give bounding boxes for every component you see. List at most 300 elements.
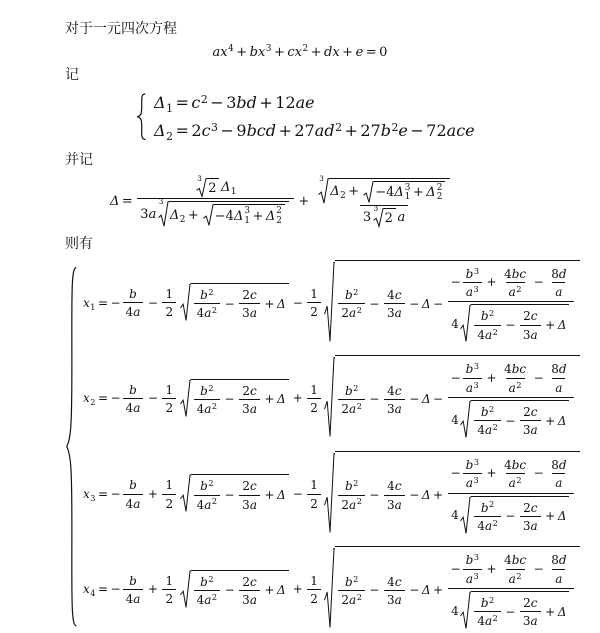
math-number: 4 (387, 288, 395, 303)
math-variable: Δ (277, 392, 286, 407)
math-numerator (239, 286, 259, 303)
math-subscript (166, 102, 173, 115)
math-denominator (463, 569, 482, 587)
math-operator: + (342, 44, 354, 60)
math-subscript (437, 193, 443, 202)
math-variable: c (530, 596, 538, 611)
math-number: 2 (341, 593, 350, 608)
math-denominator (520, 516, 541, 534)
math-number: 2 (242, 288, 251, 303)
math-superscript (266, 44, 272, 55)
math-numerator (548, 551, 569, 568)
math-number: 2 (489, 308, 495, 319)
math-variable: a (397, 210, 406, 226)
math-variable: Δ (265, 208, 276, 224)
math-numerator (126, 381, 140, 398)
math-script-stack (437, 184, 443, 203)
math-operator: + (486, 466, 497, 481)
math-numerator (478, 307, 497, 324)
math-radical (324, 546, 579, 633)
math-denominator (123, 302, 144, 320)
math-variable: ad (314, 121, 335, 141)
math-operator: − (409, 583, 420, 598)
math-operator: + (545, 413, 556, 428)
math-fraction (548, 456, 569, 492)
math-numerator (342, 477, 361, 494)
then-label: 则有 (65, 235, 93, 252)
math-denominator (448, 588, 574, 632)
math-numerator (314, 173, 455, 206)
math-subscripted (83, 391, 96, 408)
math-subscript (166, 130, 173, 143)
radical-sign-icon (460, 591, 471, 631)
math-fraction (314, 173, 455, 229)
math-number: 4 (477, 327, 485, 342)
math-number: 8 (551, 362, 559, 377)
math-variable: b (129, 287, 137, 302)
math-subscripted (170, 208, 186, 224)
math-denominator (307, 398, 321, 416)
math-superscript (405, 184, 411, 193)
math-superscript (201, 93, 208, 106)
math-operator: + (545, 604, 556, 619)
math-number: 2 (353, 478, 359, 489)
math-number: 2 (276, 206, 282, 217)
math-fraction (463, 456, 482, 492)
math-variable: e (398, 121, 408, 141)
math-variable: a (555, 476, 563, 491)
math-variable: a (508, 285, 516, 300)
math-superscript (474, 572, 479, 582)
math-numerator (448, 549, 575, 588)
math-operator: − (433, 296, 444, 311)
math-operator: − (292, 295, 303, 310)
math-fraction (448, 454, 575, 537)
math-numerator (162, 476, 176, 493)
math-script-stack (276, 207, 282, 226)
math-number: 4 (90, 588, 96, 599)
math-fraction (194, 382, 221, 418)
math-number: 2 (523, 309, 531, 324)
math-operator: + (264, 487, 275, 502)
radical-sign-icon (324, 355, 335, 442)
math-variable: c (250, 574, 257, 589)
math-power (200, 575, 213, 589)
math-superscript (353, 479, 358, 489)
math-run (126, 401, 141, 415)
math-radicand (471, 591, 569, 631)
math-subscript (90, 589, 95, 599)
math-number: 2 (276, 215, 282, 226)
math-variable: b (129, 382, 137, 397)
math-fraction (338, 477, 365, 513)
math-number: 9 (236, 121, 247, 141)
denote-label: 记 (65, 67, 79, 84)
math-root-index: 3 (319, 173, 324, 183)
radical-sign-icon (324, 451, 335, 538)
math-operator: + (433, 487, 444, 502)
math-fraction (194, 286, 221, 322)
math-power (509, 285, 522, 299)
equation-line (83, 546, 581, 633)
math-number: 1 (165, 382, 174, 397)
math-denominator (123, 398, 144, 416)
math-denominator (474, 420, 501, 438)
math-variable: a (133, 496, 141, 511)
math-operator: + (252, 208, 264, 224)
math-variable: a (484, 423, 493, 438)
math-variable: b (200, 383, 208, 398)
math-fraction (501, 456, 529, 492)
math-numerator (307, 572, 321, 589)
math-superscript (228, 44, 234, 55)
math-numerator (384, 382, 404, 399)
math-superscript (357, 306, 362, 316)
math-fraction (384, 477, 405, 513)
math-radical (363, 181, 445, 204)
math-number: 3 (244, 206, 250, 217)
math-operator: − (505, 318, 516, 333)
math-power (509, 476, 522, 490)
math-variable: b (344, 574, 353, 589)
math-number: 2 (341, 306, 350, 321)
math-variable: Δ (169, 207, 180, 223)
math-radicand (335, 546, 579, 633)
math-operator: + (310, 44, 322, 60)
math-variable: Δ (557, 509, 567, 524)
math-row (451, 591, 571, 631)
math-operator: − (505, 509, 516, 524)
math-number: 3 (473, 265, 480, 276)
radical-sign-icon (180, 570, 191, 610)
math-numerator (520, 594, 540, 611)
delta-formula (110, 173, 600, 229)
math-numerator (478, 403, 497, 420)
math-radical (180, 379, 289, 419)
math-superscript (302, 44, 308, 55)
math-number: 3 (404, 182, 411, 193)
math-operator: + (412, 185, 424, 201)
math-numerator (126, 572, 140, 589)
math-row (451, 551, 572, 587)
math-subscripted (154, 121, 173, 144)
math-fraction (123, 285, 144, 321)
math-operator: − (410, 121, 424, 141)
math-radicand (207, 178, 219, 198)
math-number: 2 (211, 496, 218, 507)
math-run (242, 575, 256, 589)
math-number: 2 (516, 570, 522, 581)
math-variable: a (508, 571, 516, 586)
math-variable: Δ (557, 413, 567, 428)
math-operator: + (344, 121, 358, 141)
math-superscript (474, 381, 479, 391)
math-numerator (239, 573, 259, 590)
math-variable: bc (511, 362, 527, 377)
math-row (195, 173, 237, 198)
math-superscript (474, 285, 479, 295)
math-radical (158, 197, 290, 228)
math-variable: a (465, 571, 474, 586)
math-fraction (137, 173, 294, 229)
math-number: 2 (489, 403, 495, 414)
math-unary-operator: − (450, 562, 461, 576)
math-denominator (239, 399, 260, 417)
math-power (466, 458, 479, 472)
math-denominator (552, 378, 565, 396)
math-superscript (489, 500, 494, 510)
math-subscripted (154, 93, 173, 115)
math-run (523, 328, 538, 342)
math-sub-superscripted (426, 184, 442, 203)
math-number: 1 (310, 478, 318, 493)
math-radical (203, 204, 285, 227)
math-number: 4 (125, 400, 134, 415)
math-sub-superscripted (234, 207, 250, 226)
math-radical (180, 283, 289, 323)
math-number: 4 (477, 518, 485, 533)
math-number: 2 (523, 404, 531, 419)
math-variable: Δ (154, 121, 166, 141)
math-variable: b (200, 479, 208, 494)
math-number: 3 (386, 401, 395, 416)
math-number: 4 (125, 592, 134, 607)
math-number: 3 (242, 593, 250, 608)
math-number: 4 (387, 574, 395, 589)
math-operator: + (292, 391, 303, 406)
math-power (466, 381, 479, 395)
math-denominator (239, 495, 260, 513)
math-sub-superscripted (394, 184, 410, 203)
math-numerator (478, 499, 497, 516)
math-number: 2 (341, 497, 350, 512)
math-row (451, 496, 571, 536)
math-number: 3 (473, 379, 479, 390)
math-root-index: 3 (197, 173, 202, 183)
math-number: 2 (310, 592, 318, 607)
math-run (523, 519, 538, 533)
math-fraction (338, 382, 365, 418)
math-variable: a (555, 285, 563, 300)
math-run (197, 593, 212, 607)
math-number: 4 (504, 362, 512, 377)
math-variable: b (200, 574, 208, 589)
math-unary-operator: − (110, 295, 121, 310)
equation-line (83, 260, 581, 347)
math-number: 3 (362, 210, 372, 226)
math-run (126, 592, 141, 606)
math-number: 1 (404, 192, 411, 203)
math-power (200, 288, 213, 302)
math-run (523, 309, 537, 323)
math-numerator (197, 477, 216, 494)
math-denominator (162, 589, 176, 607)
math-variable: Δ (154, 93, 166, 113)
math-number: 2 (310, 496, 318, 511)
math-number: 2 (90, 397, 96, 408)
math-power (250, 45, 272, 61)
math-denominator (123, 589, 144, 607)
radical-sign-icon (203, 204, 214, 227)
math-number: 2 (166, 130, 173, 144)
math-superscript (474, 458, 479, 468)
math-power (466, 362, 479, 376)
math-variable: a (508, 476, 516, 491)
math-radical (460, 496, 569, 536)
math-numerator (307, 476, 321, 493)
math-operator: + (486, 562, 497, 576)
math-radical (460, 591, 569, 631)
math-run (242, 384, 256, 398)
math-run (191, 121, 210, 140)
math-number: 4 (387, 383, 395, 398)
math-operator: − (224, 296, 235, 311)
math-denominator (239, 303, 260, 321)
math-operator: = (175, 93, 189, 113)
math-variable: a (349, 401, 357, 416)
math-numerator (463, 551, 482, 568)
math-denominator (338, 590, 365, 608)
math-row (472, 594, 566, 630)
math-superscript (516, 476, 521, 486)
math-operator: − (505, 413, 516, 428)
math-number: 0 (379, 44, 388, 60)
math-row (451, 456, 572, 492)
math-superscript (353, 384, 358, 394)
math-row (110, 173, 456, 229)
math-numerator (478, 594, 497, 611)
math-variable: b (465, 266, 474, 281)
math-radical (324, 451, 579, 538)
math-power (466, 572, 479, 586)
radical-sign-icon (460, 496, 471, 536)
math-number: 2 (208, 573, 214, 584)
math-radical (196, 173, 219, 198)
math-variable: a (133, 305, 141, 320)
math-variable: b (465, 457, 474, 472)
math-run (523, 501, 537, 515)
math-numerator (520, 403, 540, 420)
math-variable: c (530, 404, 538, 419)
math-row (451, 304, 571, 344)
math-run (523, 423, 538, 437)
math-operator: − (533, 466, 544, 481)
math-variable: a (530, 518, 538, 533)
math-run (477, 519, 492, 533)
math-radical (373, 204, 396, 228)
solutions-system (64, 260, 600, 633)
math-variable: c (394, 288, 402, 303)
math-fraction (384, 382, 405, 418)
math-operator: − (533, 370, 544, 385)
math-row (362, 204, 406, 228)
math-operator: + (187, 207, 199, 223)
math-run (551, 553, 566, 567)
math-operator: + (264, 392, 275, 407)
math-power (481, 309, 494, 323)
math-variable: a (484, 327, 493, 342)
math-variable: b (480, 309, 489, 324)
math-variable: a (204, 306, 212, 321)
math-variable: a (555, 380, 563, 395)
math-power (197, 498, 218, 512)
math-variable: cx (287, 44, 302, 60)
math-radical (324, 260, 579, 347)
math-run (387, 479, 401, 493)
math-numerator (501, 551, 529, 568)
quartic-equation (0, 45, 600, 61)
math-fraction (307, 381, 321, 417)
delta-definition-lines (154, 92, 475, 144)
math-radicand (471, 496, 569, 536)
math-variable: Δ (233, 208, 244, 224)
math-radicand (191, 570, 289, 610)
math-number: 2 (242, 383, 251, 398)
math-variable: x (83, 391, 90, 406)
equation-line (83, 355, 581, 442)
math-number: 4 (451, 603, 459, 618)
math-row (83, 355, 581, 442)
math-fraction (501, 551, 529, 587)
math-run (242, 402, 257, 416)
math-power (345, 575, 358, 589)
math-operator: − (533, 562, 544, 576)
math-run (341, 498, 356, 512)
math-variable: ae (295, 93, 315, 113)
math-denominator (552, 282, 565, 300)
math-operator: − (224, 487, 235, 502)
math-variable: c (201, 121, 211, 141)
math-root-index: 3 (158, 197, 164, 207)
math-number: 2 (211, 305, 218, 316)
math-number: 2 (492, 326, 498, 337)
math-superscript (353, 575, 358, 585)
math-number: 2 (341, 401, 350, 416)
math-fraction (448, 358, 575, 441)
math-radicand (384, 208, 396, 228)
math-number: 2 (516, 379, 522, 390)
math-number: 8 (551, 266, 559, 281)
math-power (345, 479, 358, 493)
math-variable: a (349, 593, 357, 608)
math-power (477, 519, 498, 533)
math-number: 2 (436, 182, 443, 193)
math-power (213, 45, 234, 61)
math-operator: − (224, 392, 235, 407)
math-fraction (548, 360, 569, 396)
math-number: 3 (90, 492, 96, 503)
math-numerator (384, 286, 404, 303)
math-number: 4 (451, 412, 459, 427)
math-number: 3 (522, 518, 531, 533)
math-operator: + (433, 583, 444, 598)
math-row (154, 120, 475, 144)
math-number: 4 (504, 553, 512, 568)
math-number: 3 (522, 327, 531, 342)
math-fraction (501, 360, 529, 396)
math-variable: a (530, 614, 538, 629)
math-operator: + (147, 486, 158, 501)
math-denominator (338, 303, 365, 321)
math-number: 3 (473, 283, 479, 294)
math-fraction (474, 499, 501, 535)
math-variable: Δ (277, 583, 286, 598)
math-variable: a (204, 401, 212, 416)
math-power (477, 614, 498, 628)
math-denominator (448, 493, 574, 537)
math-row (215, 207, 282, 226)
math-variable: a (484, 614, 493, 629)
